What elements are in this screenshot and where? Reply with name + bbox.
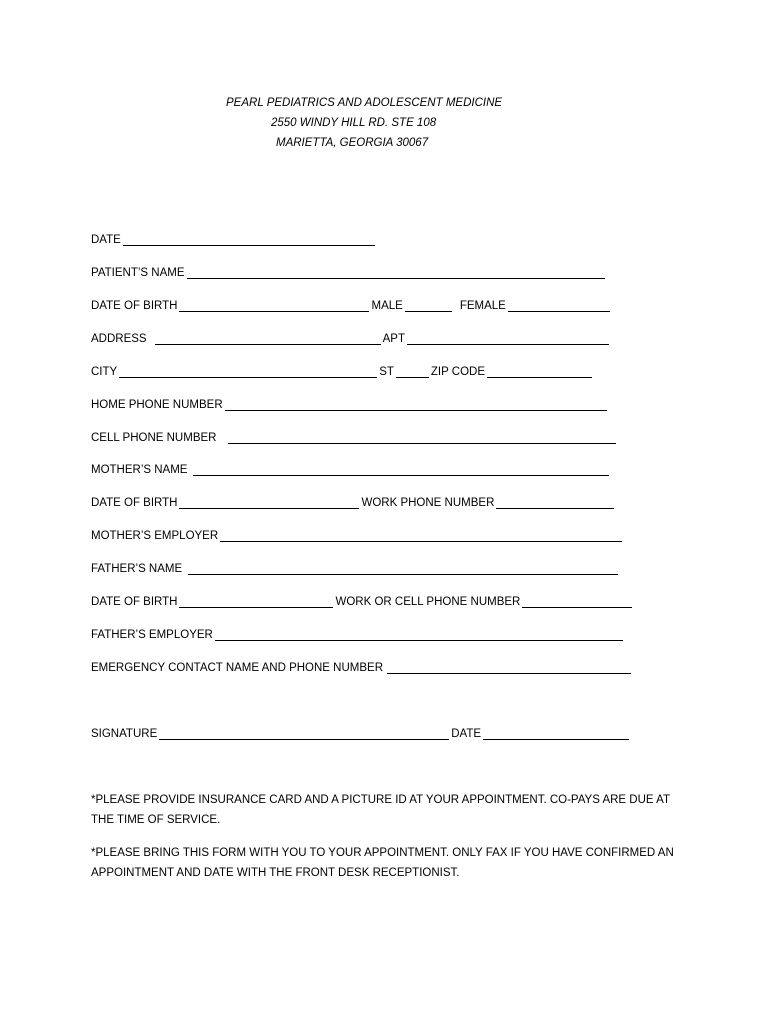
state-label: ST — [379, 366, 394, 378]
insurance-note: *PLEASE PROVIDE INSURANCE CARD AND A PICTURE ID AT YOUR APPOINTMENT. CO-PAYS ARE DUE AT THE TIME OF SERVICE. — [91, 794, 670, 826]
emergency-contact-field[interactable] — [387, 661, 631, 674]
work-cell-phone-field[interactable] — [522, 595, 632, 608]
father-name-label: FATHER’S NAME — [91, 563, 183, 575]
female-label: FEMALE — [459, 300, 506, 312]
cell-phone-field[interactable] — [228, 431, 616, 444]
home-phone-field[interactable] — [225, 398, 607, 411]
mother-dob-field[interactable] — [179, 496, 359, 509]
mother-name-field[interactable] — [193, 463, 609, 476]
work-cell-phone-label: WORK OR CELL PHONE NUMBER — [335, 596, 521, 608]
cell-phone-label: CELL PHONE NUMBER — [91, 432, 217, 444]
state-field[interactable] — [396, 365, 429, 378]
female-field[interactable] — [508, 299, 610, 312]
date-row — [91, 233, 377, 247]
emergency-contact-row — [91, 661, 633, 675]
signature-row — [91, 727, 631, 741]
city-label: CITY — [91, 366, 118, 378]
male-field[interactable] — [405, 299, 452, 312]
mother-employer-label: MOTHER’S EMPLOYER — [91, 530, 219, 542]
city-field[interactable] — [119, 365, 377, 378]
address-label: ADDRESS — [91, 333, 147, 345]
bring-form-note: *PLEASE BRING THIS FORM WITH YOU TO YOUR APPOINTMENT. ONLY FAX IF YOU HAVE CONFIRMED AN APPOINTMENT AND DATE WITH THE FRONT DESK RECEPTIONIST. — [91, 847, 674, 879]
practice-name: PEARL PEDIATRICS AND ADOLESCENT MEDICINE — [226, 97, 503, 109]
cell-phone-row — [91, 431, 618, 445]
home-phone-row — [91, 398, 609, 412]
dob-row — [91, 299, 612, 313]
mother-dob-label: DATE OF BIRTH — [91, 497, 178, 509]
mother-name-label: MOTHER’S NAME — [91, 464, 188, 476]
dob-field[interactable] — [179, 299, 369, 312]
father-employer-field[interactable] — [215, 628, 623, 641]
apt-label: APT — [382, 333, 405, 345]
patient-name-row — [91, 266, 607, 280]
address-field[interactable] — [155, 332, 381, 345]
city-row — [91, 365, 594, 379]
patient-name-label: PATIENT’S NAME — [91, 267, 185, 279]
mother-employer-row — [91, 529, 624, 543]
date-label: DATE — [91, 234, 121, 246]
practice-city: MARIETTA, GEORGIA 30067 — [276, 137, 429, 149]
signature-date-label: DATE — [451, 728, 482, 740]
patient-name-field[interactable] — [187, 266, 605, 279]
dob-label: DATE OF BIRTH — [91, 300, 178, 312]
father-dob-label: DATE OF BIRTH — [91, 596, 178, 608]
signature-date-field[interactable] — [483, 727, 629, 740]
mother-dob-row — [91, 496, 616, 510]
zip-field[interactable] — [487, 365, 592, 378]
father-employer-row — [91, 628, 625, 642]
address-row — [91, 332, 611, 346]
father-name-row — [91, 562, 620, 576]
work-phone-field[interactable] — [496, 496, 614, 509]
date-field[interactable] — [123, 233, 375, 246]
work-phone-label: WORK PHONE NUMBER — [361, 497, 495, 509]
father-dob-field[interactable] — [179, 595, 333, 608]
home-phone-label: HOME PHONE NUMBER — [91, 399, 223, 411]
practice-street: 2550 WINDY HILL RD. STE 108 — [271, 117, 437, 129]
father-dob-row — [91, 595, 634, 609]
mother-employer-field[interactable] — [220, 529, 622, 542]
emergency-contact-label: EMERGENCY CONTACT NAME AND PHONE NUMBER — [91, 662, 384, 674]
mother-name-row — [91, 463, 611, 477]
male-label: MALE — [371, 300, 403, 312]
signature-label: SIGNATURE — [91, 728, 158, 740]
apt-field[interactable] — [407, 332, 609, 345]
father-name-field[interactable] — [188, 562, 618, 575]
zip-label: ZIP CODE — [430, 366, 486, 378]
signature-field[interactable] — [159, 727, 449, 740]
father-employer-label: FATHER’S EMPLOYER — [91, 629, 213, 641]
